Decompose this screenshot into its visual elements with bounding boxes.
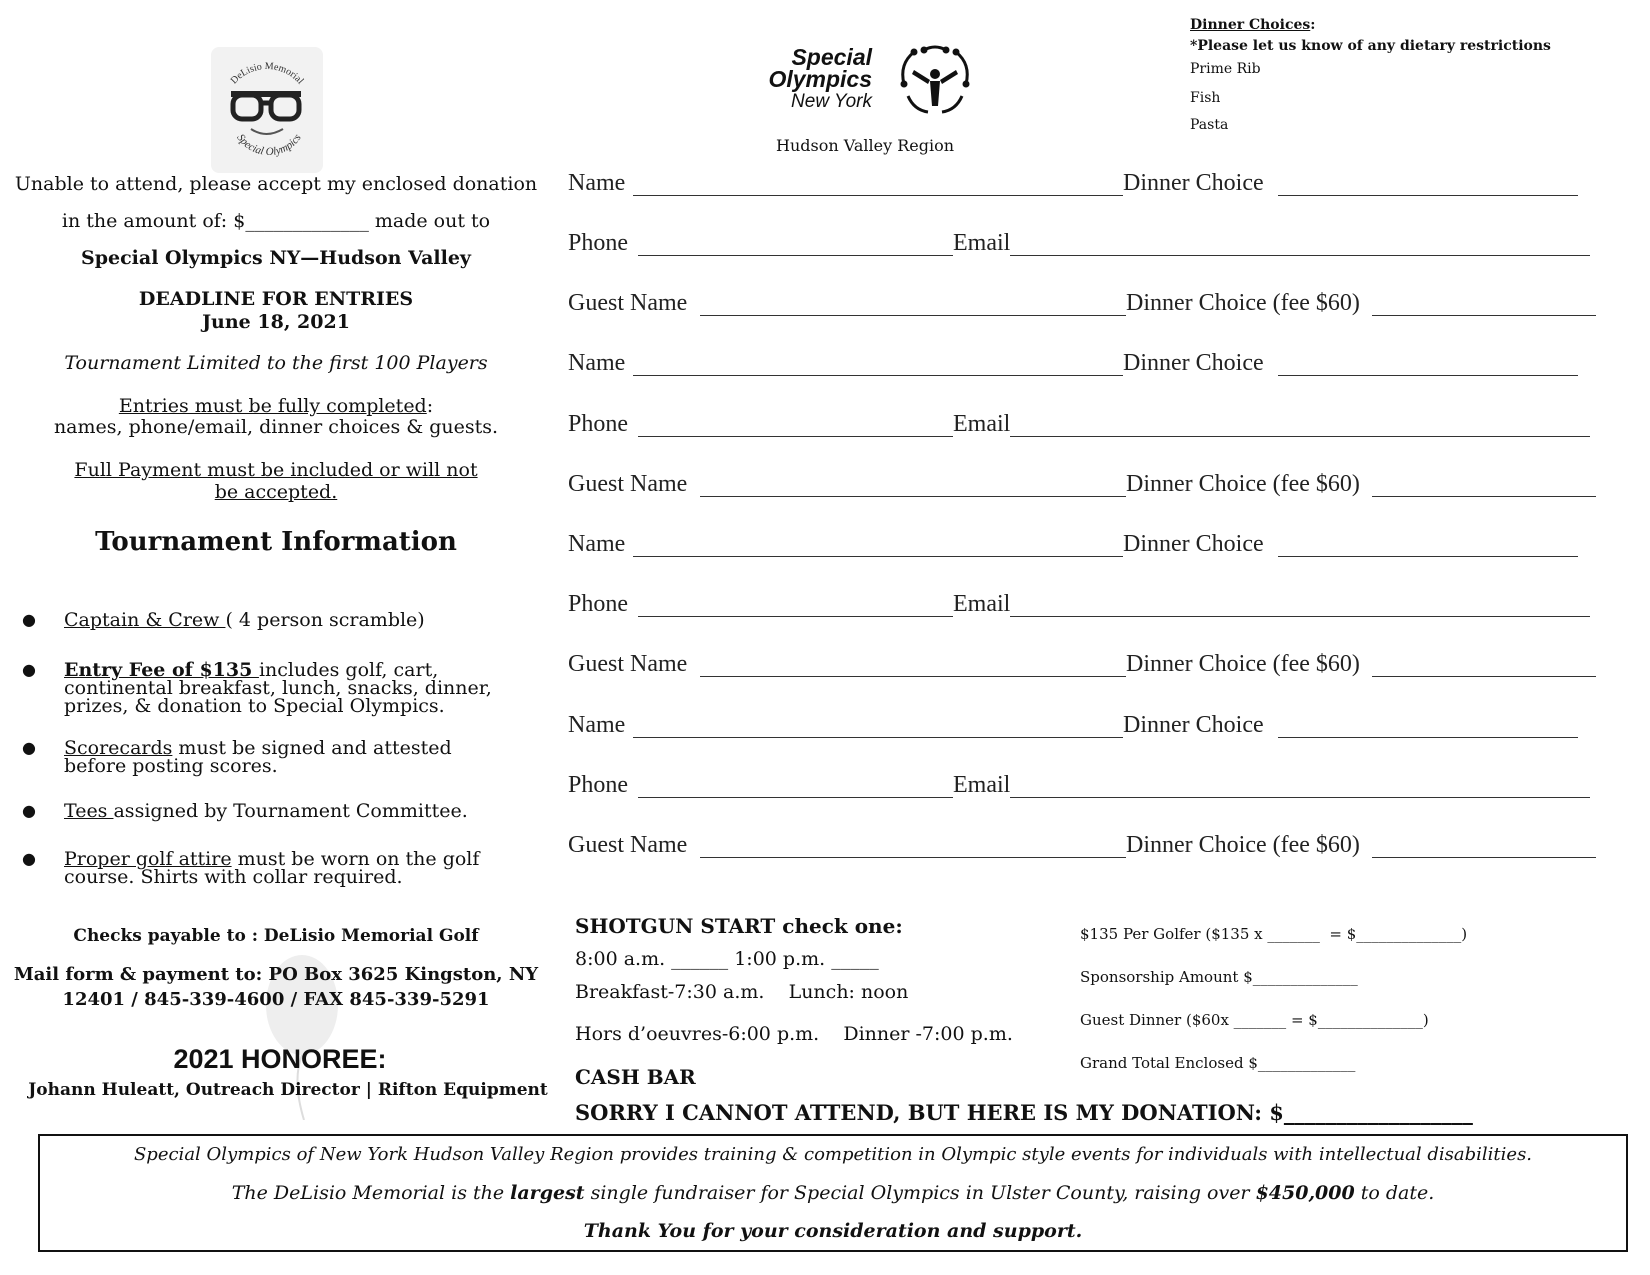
svg-text:Special Olympics <box>234 132 303 158</box>
fundraiser-text-e: to date. <box>1354 1182 1435 1204</box>
guest-dinner-choice-field[interactable] <box>1372 496 1596 497</box>
fundraiser-text-a: The DeLisio Memorial is the <box>231 1182 511 1204</box>
bullet-icon: ● <box>22 660 36 679</box>
bullet-text: must be signed and attested before posting scores. <box>64 737 452 777</box>
special-olympics-logo <box>752 44 982 119</box>
honoree-title: 2021 HONOREE: <box>173 1044 387 1074</box>
dinner-choice-label: Dinner Choice <box>1123 350 1264 376</box>
bullet-text: includes golf, cart, continental breakfast, lunch, snacks, dinner, prizes, & donation to Special Olympics. <box>64 659 492 717</box>
dinner-choice-field[interactable] <box>1278 556 1578 557</box>
dinner-choice-field[interactable] <box>1278 375 1578 376</box>
name-label: Name <box>568 531 626 557</box>
meal-times-1: Breakfast-7:30 a.m. Lunch: noon <box>575 981 909 1003</box>
logo-line-new-york: New York <box>791 91 872 112</box>
phone-label: Phone <box>568 230 628 256</box>
bullet-lead: Entry Fee of $135 <box>64 659 259 681</box>
guest-dinner-choice-field[interactable] <box>1372 676 1596 677</box>
checks-payable: Checks payable to : DeLisio Memorial Golf <box>73 926 479 946</box>
email-field[interactable] <box>1010 797 1590 798</box>
guest-name-field[interactable] <box>700 676 1126 677</box>
cash-bar-label: CASH BAR <box>575 1065 696 1089</box>
phone-field[interactable] <box>638 797 953 798</box>
logo-ring-bottom-text: Special Olympics <box>234 131 304 159</box>
phone-label: Phone <box>568 772 628 798</box>
donation-line-1: Unable to attend, please accept my enclosed donation <box>14 173 538 195</box>
dinner-choice-field[interactable] <box>1278 737 1578 738</box>
guest-dinner-choice-field[interactable] <box>1372 857 1596 858</box>
bullet-lead: Scorecards <box>64 737 173 759</box>
bullet-text: ( 4 person scramble) <box>225 609 425 631</box>
bullet-icon: ● <box>22 801 36 820</box>
phone-label: Phone <box>568 411 628 437</box>
guest-dinner-choice-label: Dinner Choice (fee $60) <box>1126 832 1360 858</box>
email-field[interactable] <box>1010 436 1590 437</box>
guest-dinner-choice-field[interactable] <box>1372 315 1596 316</box>
fundraiser-statement <box>40 1182 1626 1204</box>
deadline-label: DEADLINE FOR ENTRIES <box>138 288 414 310</box>
shotgun-start-heading: SHOTGUN START check one: <box>575 914 903 938</box>
dinner-option: Fish <box>1190 90 1221 106</box>
tournament-info-heading: Tournament Information <box>95 527 457 557</box>
payee-name: Special Olympics NY—Hudson Valley <box>81 247 471 269</box>
entries-heading-colon: : <box>426 395 434 417</box>
guest-dinner-choice-label: Dinner Choice (fee $60) <box>1126 471 1360 497</box>
donation-line[interactable]: SORRY I CANNOT ATTEND, BUT HERE IS MY DONATION: $__________________ <box>575 1100 1473 1125</box>
fundraiser-emphasis: largest <box>510 1182 585 1204</box>
dinner-choices-heading-colon: : <box>1310 17 1316 33</box>
dinner-choices-heading-text: Dinner Choices <box>1190 17 1311 33</box>
mail-to-line-1: Mail form & payment to: PO Box 3625 Kingston, NY <box>13 964 539 985</box>
logo-ring-top-text: DeLisio Memorial <box>228 60 306 87</box>
name-field[interactable] <box>633 195 1123 196</box>
entries-heading <box>0 395 552 417</box>
name-label: Name <box>568 170 626 196</box>
region-name: Hudson Valley Region <box>776 136 954 155</box>
guest-dinner-choice-label: Dinner Choice (fee $60) <box>1126 290 1360 316</box>
guest-name-field[interactable] <box>700 857 1126 858</box>
honoree-name: Johann Huleatt, Outreach Director | Rifton Equipment <box>28 1080 548 1100</box>
dinner-choice-label: Dinner Choice <box>1123 712 1264 738</box>
dinner-option: Pasta <box>1190 117 1229 133</box>
phone-field[interactable] <box>638 255 953 256</box>
name-label: Name <box>568 350 626 376</box>
deadline-date: June 18, 2021 <box>202 311 350 333</box>
email-label: Email <box>953 230 1011 256</box>
dinner-choice-label: Dinner Choice <box>1123 531 1264 557</box>
bullet-icon: ● <box>22 610 36 629</box>
dinner-choice-field[interactable] <box>1278 195 1578 196</box>
player-limit-note: Tournament Limited to the first 100 Players <box>64 352 488 374</box>
meal-times-2: Hors d’oeuvres-6:00 p.m. Dinner -7:00 p.m. <box>575 1023 1013 1045</box>
thank-you-note: Thank You for your consideration and support. <box>583 1220 1083 1242</box>
bullet-lead: Tees <box>64 800 114 822</box>
bullet-lead: Captain & Crew <box>64 609 226 631</box>
name-label: Name <box>568 712 626 738</box>
footer-mission-box <box>38 1134 1628 1252</box>
guest-dinner-fee[interactable]: Guest Dinner ($60x _______ = $______________) <box>1080 1011 1429 1029</box>
email-field[interactable] <box>1010 616 1590 617</box>
guest-name-label: Guest Name <box>568 832 688 858</box>
dinner-option: Prime Rib <box>1190 61 1261 77</box>
guest-name-field[interactable] <box>700 315 1126 316</box>
shotgun-time-options[interactable]: 8:00 a.m. ______ 1:00 p.m. _____ <box>575 948 879 970</box>
email-field[interactable] <box>1010 255 1590 256</box>
logo-line-special: Special <box>791 44 872 70</box>
delisio-memorial-logo <box>211 47 323 173</box>
fundraiser-total: $450,000 <box>1255 1182 1355 1204</box>
dinner-choice-label: Dinner Choice <box>1123 170 1264 196</box>
mail-to-line-2: 12401 / 845-339-4600 / FAX 845-339-5291 <box>62 989 490 1010</box>
guest-name-label: Guest Name <box>568 651 688 677</box>
fundraiser-text-c: single fundraiser for Special Olympics in Ulster County, raising over <box>584 1182 1256 1204</box>
sponsorship-amount[interactable]: Sponsorship Amount $______________ <box>1080 968 1358 986</box>
entries-detail: names, phone/email, dinner choices & guests. <box>53 416 499 438</box>
bullet-text: must be worn on the golf course. Shirts with collar required. <box>64 848 480 888</box>
bullet-lead: Proper golf attire <box>64 848 232 870</box>
email-label: Email <box>953 411 1011 437</box>
name-field[interactable] <box>633 556 1123 557</box>
special-olympics-emblem-icon <box>894 44 976 116</box>
payment-note: Full Payment must be included or will not be accepted. <box>74 459 478 503</box>
bullet-icon: ● <box>22 738 36 757</box>
guest-name-label: Guest Name <box>568 290 688 316</box>
phone-field[interactable] <box>638 436 953 437</box>
entries-heading-text: Entries must be fully completed <box>118 395 427 417</box>
email-label: Email <box>953 591 1011 617</box>
guest-dinner-choice-label: Dinner Choice (fee $60) <box>1126 651 1360 677</box>
bullet-icon: ● <box>22 849 36 868</box>
phone-label: Phone <box>568 591 628 617</box>
name-field[interactable] <box>633 737 1123 738</box>
mission-statement: Special Olympics of New York Hudson Valley Region provides training & competition in Olympic style events for individuals with intellectual disabilities. <box>133 1144 1533 1165</box>
donation-line-2: in the amount of: $_____________ made out to <box>61 210 491 232</box>
bullet-text: assigned by Tournament Committee. <box>113 800 468 822</box>
per-golfer-fee[interactable]: $135 Per Golfer ($135 x _______ = $______________) <box>1080 925 1468 943</box>
guest-name-field[interactable] <box>700 496 1126 497</box>
svg-text:DeLisio Memorial <box>229 61 306 87</box>
logo-line-olympics: Olympics <box>768 66 872 92</box>
guest-name-label: Guest Name <box>568 471 688 497</box>
name-field[interactable] <box>633 375 1123 376</box>
glasses-icon <box>233 95 299 119</box>
email-label: Email <box>953 772 1011 798</box>
phone-field[interactable] <box>638 616 953 617</box>
dietary-note: *Please let us know of any dietary restrictions <box>1190 38 1551 54</box>
dinner-choices-heading <box>1190 17 1315 33</box>
grand-total[interactable]: Grand Total Enclosed $_____________ <box>1080 1054 1356 1072</box>
